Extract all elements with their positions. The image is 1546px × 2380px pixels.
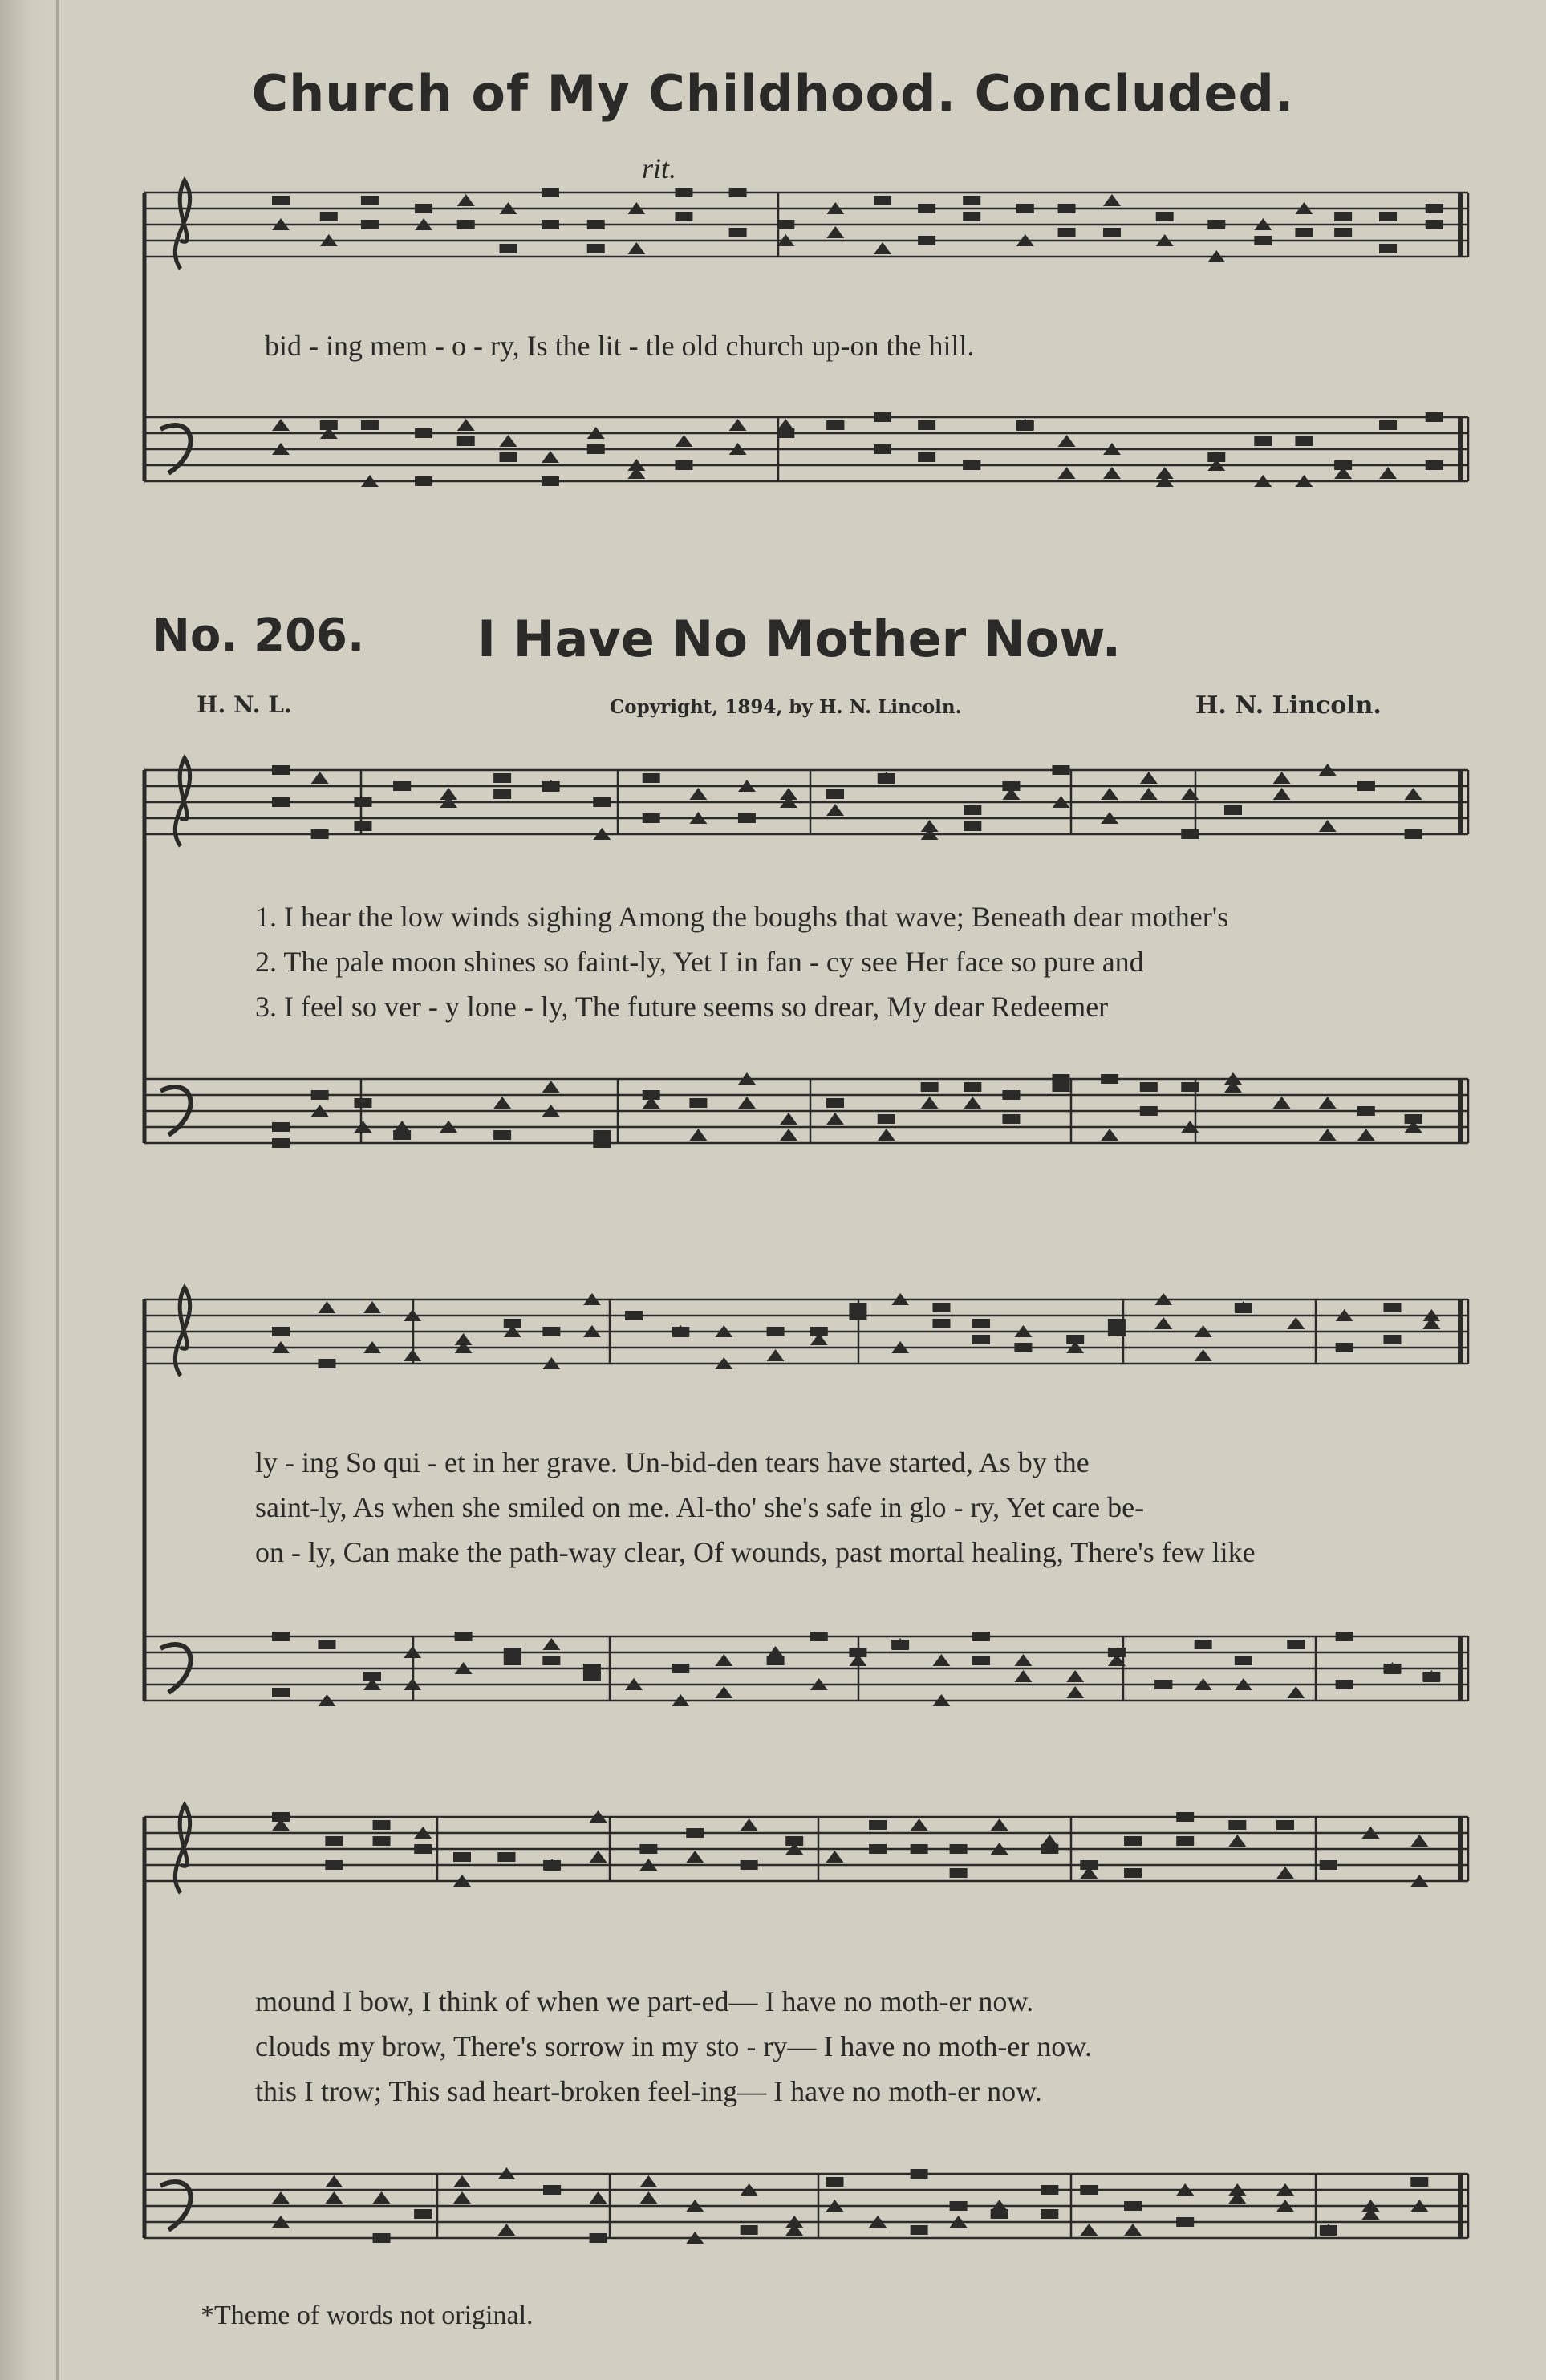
footnote: *Theme of words not original. [201, 2301, 534, 2330]
words-author: H. N. L. [197, 691, 292, 718]
copyright-notice: Copyright, 1894, by H. N. Lincoln. [610, 696, 962, 718]
system2-verse-3: on - ly, Can make the path-way clear, Of wounds, past mortal healing, There's few like [255, 1536, 1256, 1568]
hymn-title: I Have No Mother Now. [477, 610, 1122, 668]
system2-verse-2: saint-ly, As when she smiled on me. Al-tho' she's safe in glo - ry, Yet care be- [255, 1491, 1145, 1523]
composer-name: H. N. Lincoln. [1195, 691, 1382, 720]
page-header-title: Church of My Childhood. Concluded. [251, 64, 1295, 123]
system3-verse-3: this I trow; This sad heart-broken feel-ing— I have no moth-er now. [255, 2075, 1042, 2107]
system3-verse-1: mound I bow, I think of when we part-ed— I have no moth-er now. [255, 1985, 1034, 2017]
tempo-marking: rit. [642, 152, 677, 184]
note-heads [272, 188, 1443, 2244]
system1-verse-2: 2. The pale moon shines so faint-ly, Yet I in fan - cy see Her face so pure and [255, 946, 1144, 978]
system3-verse-2: clouds my brow, There's sorrow in my sto - ry— I have no moth-er now. [255, 2030, 1092, 2062]
staff-lines [144, 193, 1468, 2238]
concluded-lyric: bid - ing mem - o - ry, Is the lit - tle old church up-on the hill. [265, 330, 975, 362]
system2-verse-1: ly - ing So qui - et in her grave. Un-bid-den tears have started, As by the [255, 1446, 1090, 1478]
system1-verse-1: 1. I hear the low winds sighing Among the boughs that wave; Beneath dear mother's [255, 901, 1229, 933]
system1-verse-3: 3. I feel so ver - y lone - ly, The future seems so drear, My dear Redeemer [255, 991, 1109, 1023]
clefs [160, 180, 191, 2230]
hymn-number: No. 206. [152, 610, 365, 662]
